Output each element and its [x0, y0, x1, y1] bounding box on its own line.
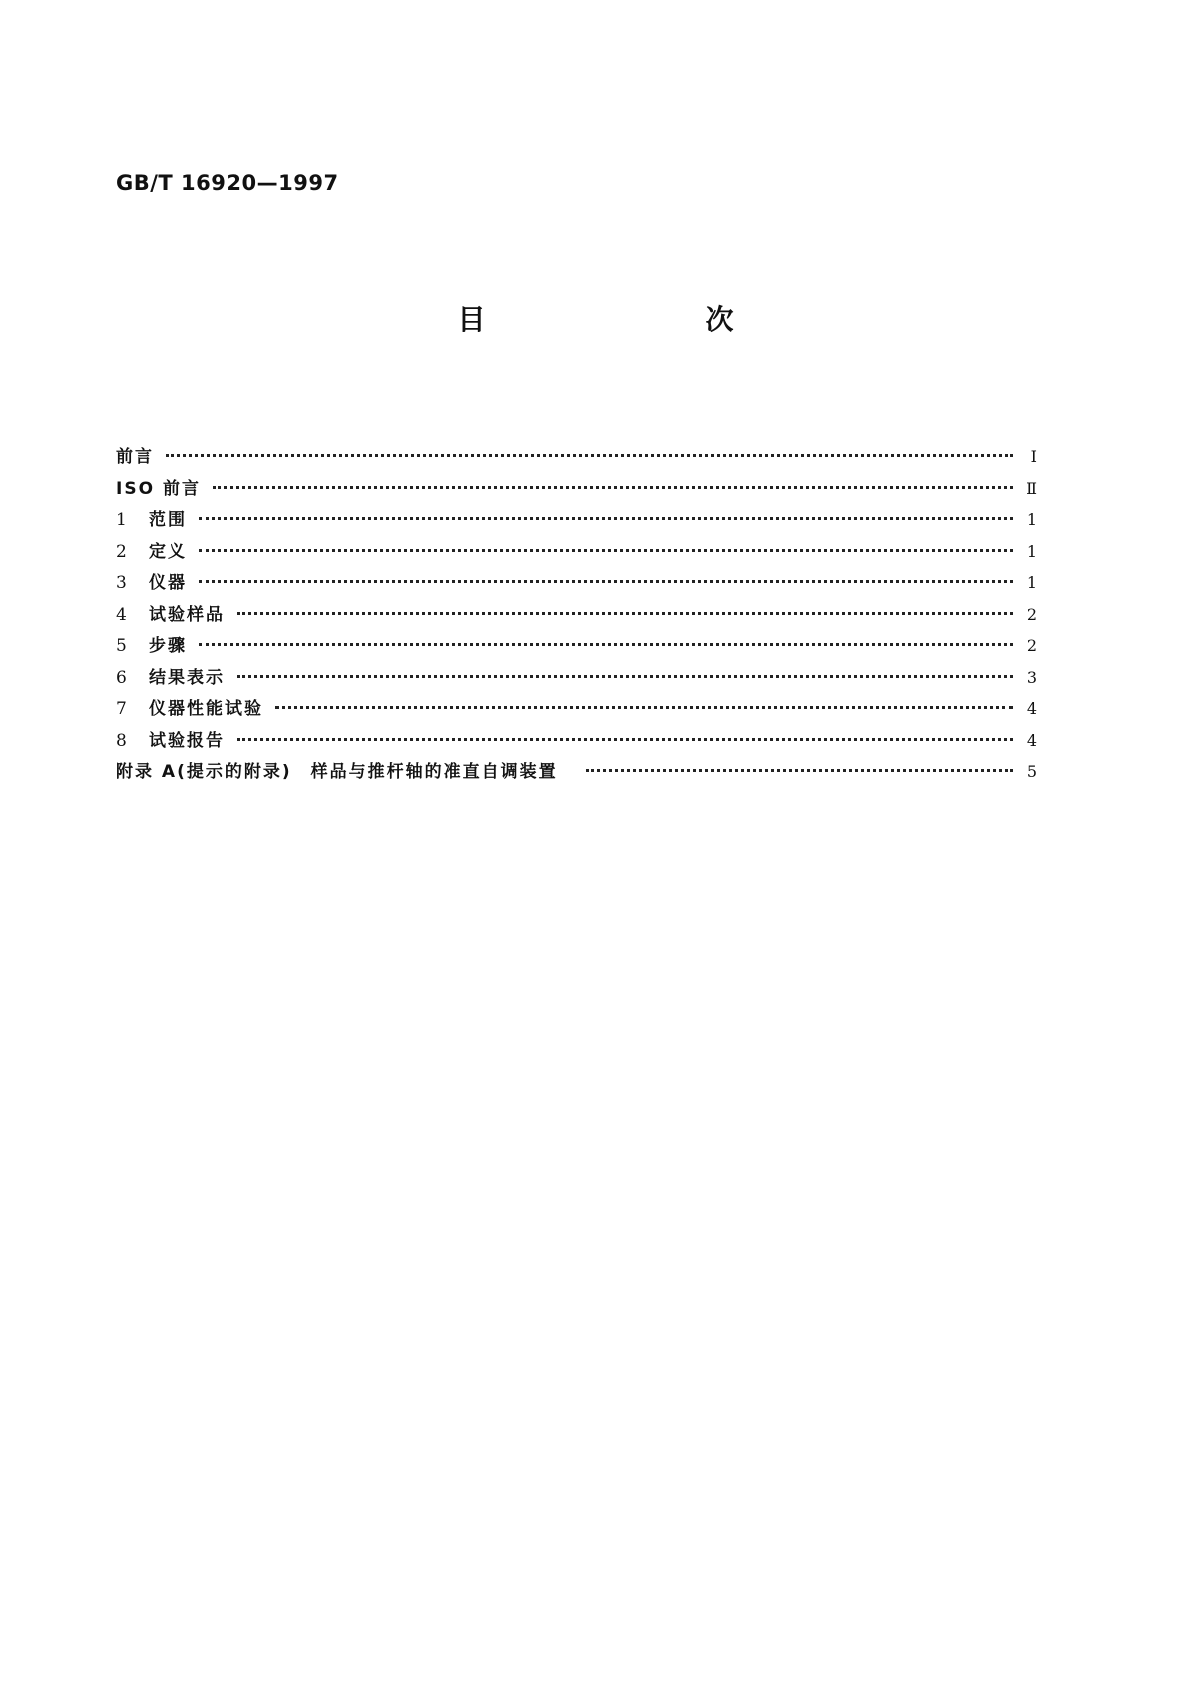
toc-page-number: 1: [1026, 510, 1037, 529]
toc-entry-label: 步骤: [149, 636, 187, 656]
toc-page-number: 1: [1026, 541, 1037, 561]
toc-page-number: Ⅰ: [1030, 447, 1037, 466]
toc-dot-leader: [199, 642, 1013, 646]
toc-dot-leader: [237, 674, 1013, 678]
toc-dot-leader: [199, 516, 1013, 520]
toc-entry-label: 范围: [149, 510, 187, 530]
toc-entry-label: 附录 A(提示的附录) 样品与推杆轴的准直自调装置: [116, 762, 558, 782]
toc-entry-label: 仪器性能试验: [149, 699, 263, 719]
toc-section-number: 5: [116, 636, 127, 656]
toc-page-number: 4: [1026, 699, 1037, 718]
toc-page-number: 1: [1026, 573, 1037, 592]
toc-dot-leader: [199, 548, 1013, 552]
toc-dot-leader: [586, 768, 1013, 772]
toc-section-number: 6: [116, 667, 127, 688]
toc-dot-leader: [237, 611, 1013, 615]
toc-entry-scope[interactable]: [116, 504, 1037, 536]
toc-entry-label: 前言: [116, 447, 154, 467]
toc-entry-iso-preface[interactable]: [116, 473, 1037, 505]
toc-dot-leader: [275, 705, 1013, 709]
toc-entry-label: 试验样品: [149, 604, 225, 625]
toc-entry-test-report[interactable]: [116, 725, 1037, 757]
toc-entry-label: 定义: [149, 541, 187, 562]
toc-section-number: 7: [116, 699, 127, 719]
toc-entry-appendix-a[interactable]: [116, 756, 1037, 788]
toc-dot-leader: [213, 485, 1013, 489]
toc-entry-label: 仪器: [149, 573, 187, 593]
toc-entry-label: 试验报告: [149, 730, 225, 751]
toc-entry-expression-of-results[interactable]: [116, 662, 1037, 694]
toc-entry-label: ISO 前言: [116, 478, 201, 499]
toc-entry-label: 结果表示: [149, 667, 225, 688]
toc-dot-leader: [166, 453, 1013, 457]
toc-section-number: 4: [116, 604, 127, 625]
toc-page-number: 5: [1026, 762, 1037, 781]
toc-page-number: Ⅱ: [1026, 478, 1037, 498]
toc-section-number: 3: [116, 573, 127, 593]
toc-entry-test-specimens[interactable]: [116, 599, 1037, 631]
table-of-contents: [116, 441, 1037, 788]
toc-dot-leader: [199, 579, 1013, 583]
toc-page-number: 2: [1026, 636, 1037, 655]
toc-entry-procedure[interactable]: [116, 630, 1037, 662]
toc-page-number: 4: [1026, 730, 1037, 750]
toc-entry-apparatus[interactable]: [116, 567, 1037, 599]
standard-code: GB/T 16920—1997: [116, 171, 339, 195]
toc-entry-apparatus-performance-test[interactable]: [116, 693, 1037, 725]
toc-section-number: 8: [116, 730, 127, 751]
page-title: 目 次: [457, 303, 830, 336]
toc-section-number: 2: [116, 541, 127, 562]
toc-page-number: 2: [1026, 604, 1037, 624]
toc-section-number: 1: [116, 510, 127, 530]
toc-dot-leader: [237, 737, 1013, 741]
toc-page-number: 3: [1026, 667, 1037, 687]
toc-entry-preface[interactable]: [116, 441, 1037, 473]
toc-entry-definitions[interactable]: [116, 536, 1037, 568]
